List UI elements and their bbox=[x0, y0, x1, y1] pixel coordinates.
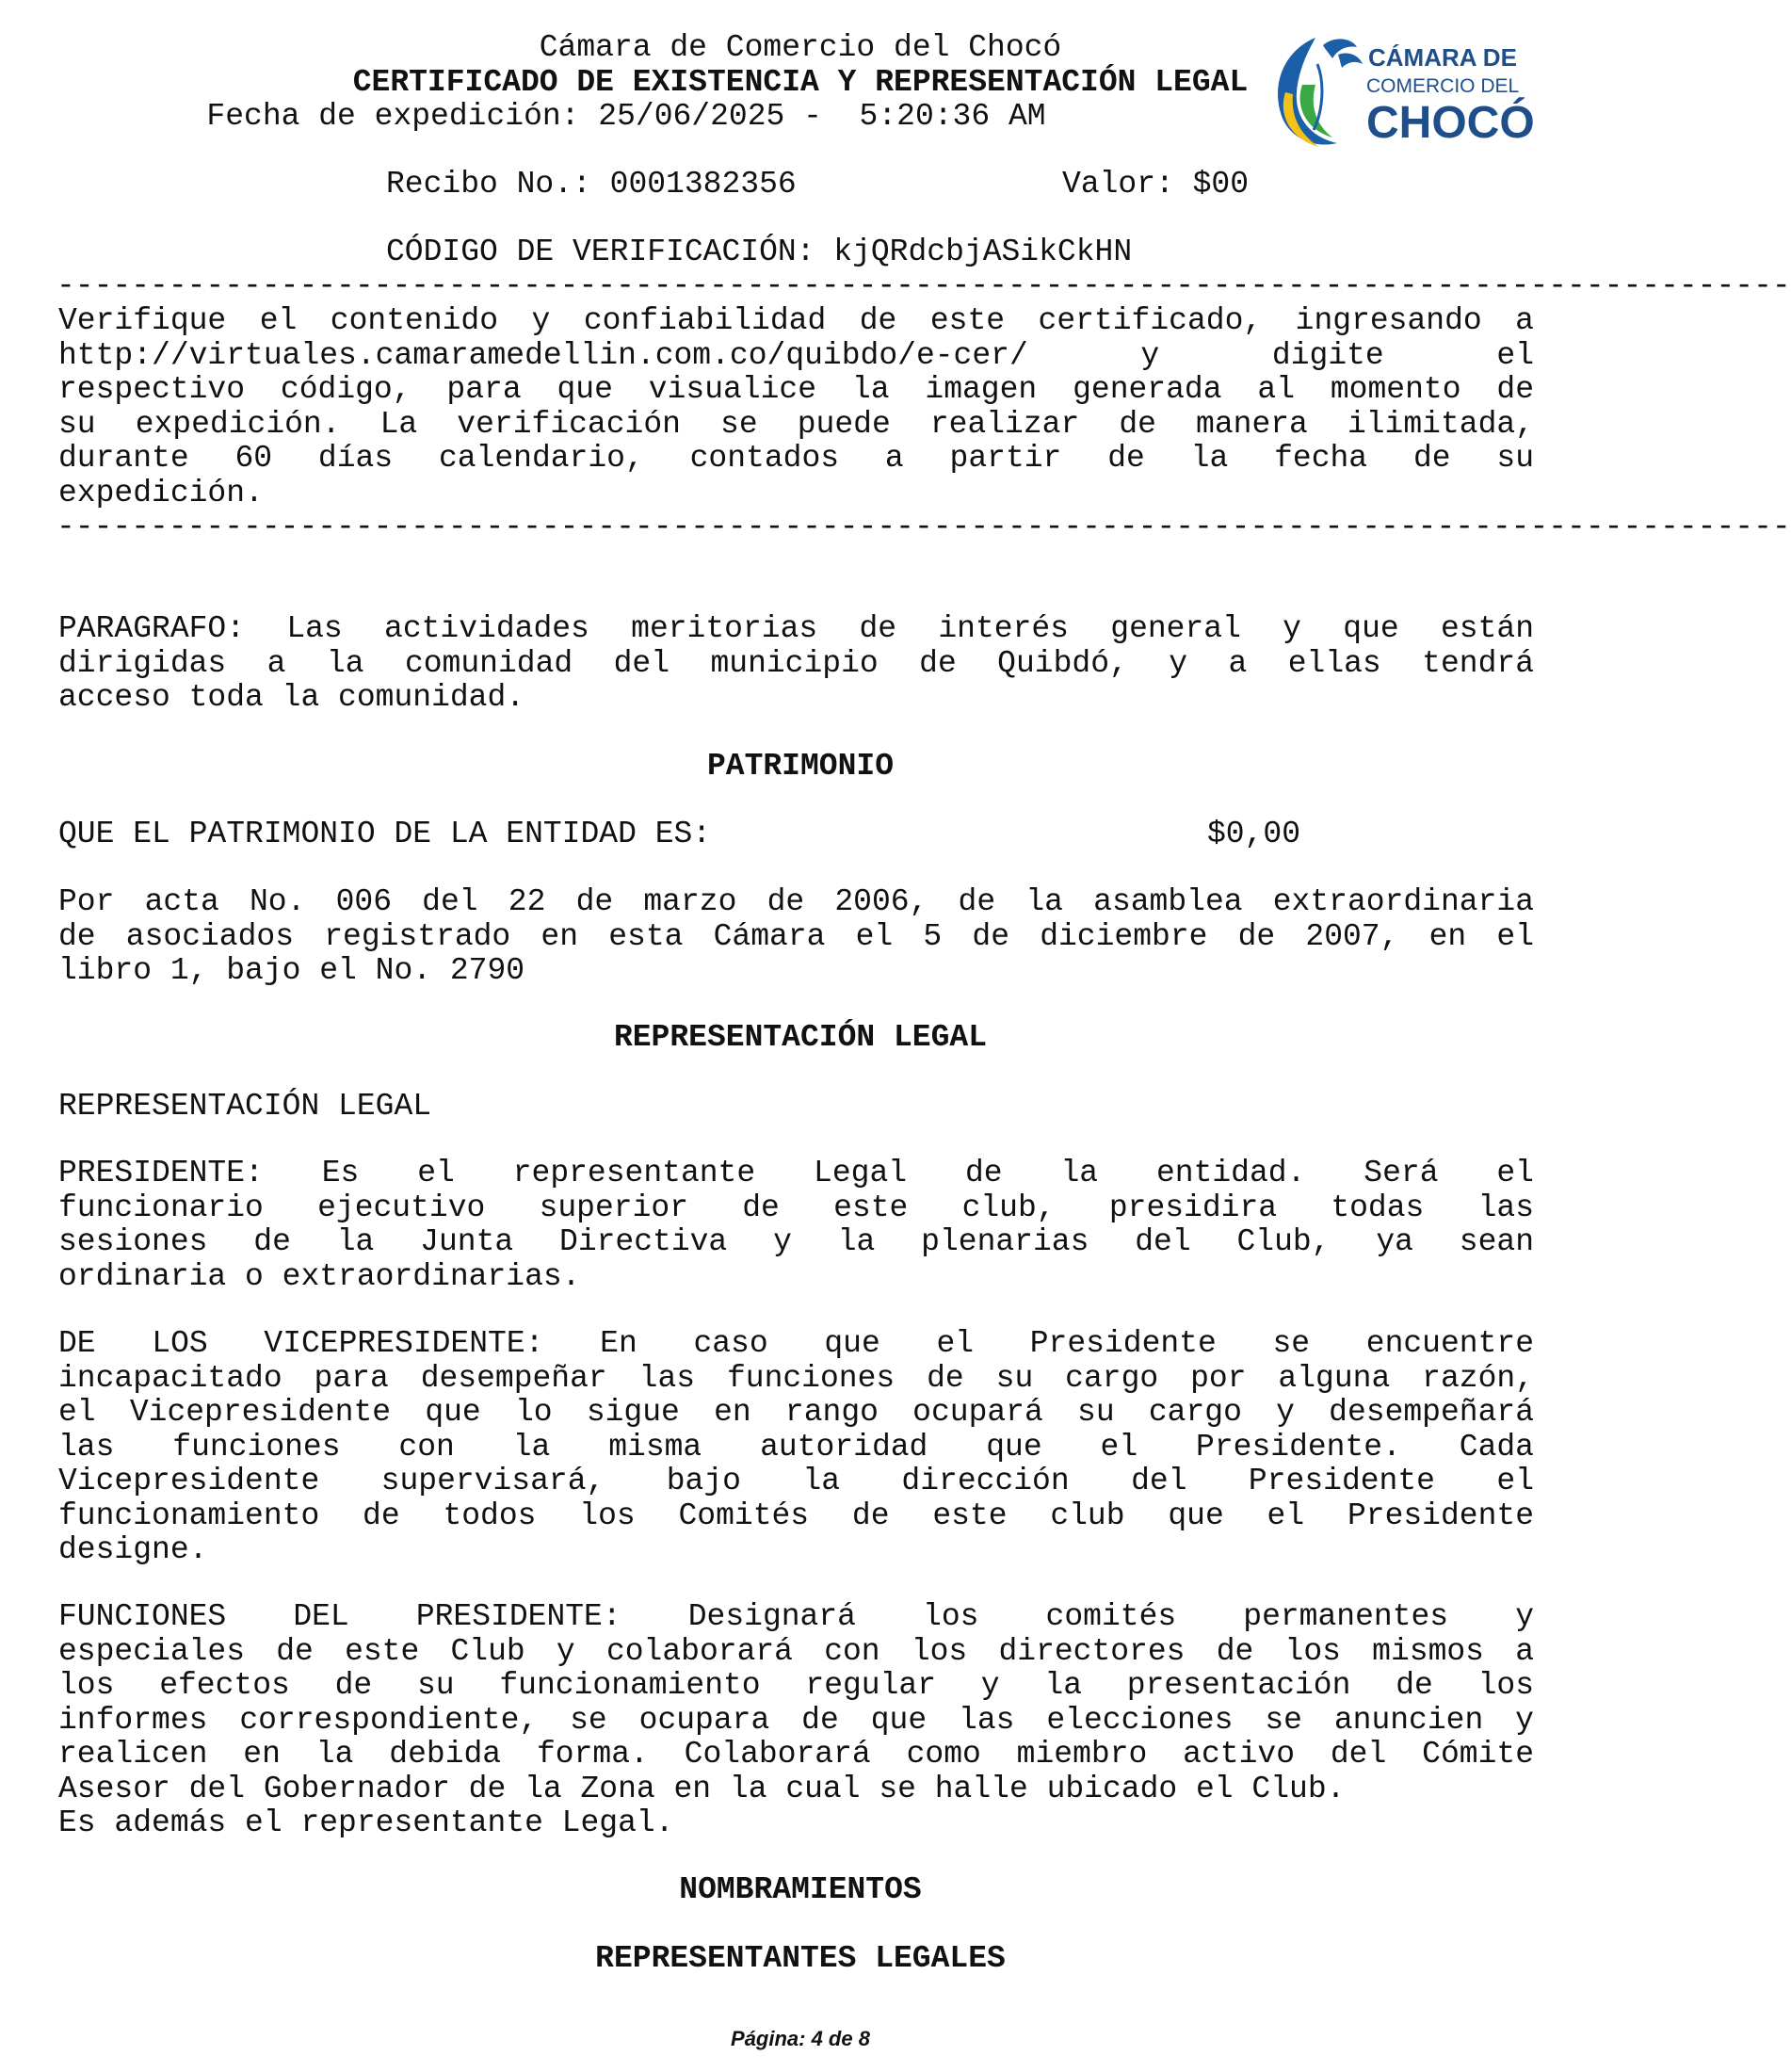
logo-line-3: CHOCÓ bbox=[1366, 98, 1535, 148]
verification-line: Verifique el contenido y confiabilidad de este certificado, ingresando a bbox=[58, 303, 1534, 338]
vicepresidente-line: designe. bbox=[58, 1532, 208, 1567]
presidente-line: ordinaria o extraordinarias. bbox=[58, 1258, 581, 1294]
vicepresidente-line: funcionamiento de todos los Comités de este club que el Presidente bbox=[58, 1497, 1534, 1533]
certificate-title: CERTIFICADO DE EXISTENCIA Y REPRESENTACIÓN LEGAL bbox=[352, 65, 1249, 100]
vicepresidente-paragraph bbox=[58, 1327, 1534, 1568]
paragrafo-line: dirigidas a la comunidad del municipio de Quibdó, y a ellas tendrá bbox=[58, 645, 1534, 681]
verification-line: http://virtuales.camaramedellin.com.co/quibdo/e-cer/ y digite el bbox=[58, 337, 1534, 373]
page-number: Página: 4 de 8 bbox=[731, 2027, 870, 2050]
funciones-line: realicen en la debida forma. Colaborará como miembro activo del Cómite bbox=[58, 1737, 1534, 1772]
paragrafo-line: acceso toda la comunidad. bbox=[58, 680, 525, 715]
funciones-line: Es además el representante Legal. bbox=[58, 1805, 674, 1840]
acta-line: libro 1, bajo el No. 2790 bbox=[58, 953, 525, 988]
acta-line: Por acta No. 006 del 22 de marzo de 2006, de la asamblea extraordinaria bbox=[58, 884, 1534, 919]
verification-notice bbox=[58, 304, 1534, 510]
presidente-line: PRESIDENTE: Es el representante Legal de la entidad. Será el bbox=[58, 1156, 1534, 1190]
vicepresidente-line: las funciones con la misma autoridad que el Presidente. Cada bbox=[58, 1429, 1534, 1465]
verification-code: CÓDIGO DE VERIFICACIÓN: kjQRdcbjASikCkHN bbox=[386, 235, 1133, 269]
vicepresidente-line: DE LOS VICEPRESIDENTE: En caso que el Presidente se encuentre bbox=[58, 1326, 1534, 1361]
patrimonio-label: QUE EL PATRIMONIO DE LA ENTIDAD ES: bbox=[58, 817, 712, 851]
verification-line: expedición. bbox=[58, 475, 264, 510]
patrimonio-amount: $0,00 bbox=[1207, 817, 1301, 851]
presidente-paragraph bbox=[58, 1157, 1534, 1294]
funciones-line: informes correspondiente, se ocupara de que las elecciones se anuncien y bbox=[58, 1702, 1534, 1738]
vicepresidente-line: Vicepresidente supervisará, bajo la dirección del Presidente el bbox=[58, 1464, 1534, 1498]
funciones-line: FUNCIONES DEL PRESIDENTE: Designará los comités permanentes y bbox=[58, 1599, 1534, 1634]
verification-line: respectivo código, para que visualice la imagen generada al momento de bbox=[58, 372, 1534, 407]
funciones-line: los efectos de su funcionamiento regular y la presentación de los bbox=[58, 1668, 1534, 1703]
funciones-line: especiales de este Club y colaborará con los directores de los mismos a bbox=[58, 1633, 1534, 1669]
verification-line: durante 60 días calendario, contados a partir de la fecha de su bbox=[58, 441, 1534, 476]
paragrafo-section bbox=[58, 612, 1534, 716]
logo-emblem-icon bbox=[1257, 26, 1540, 154]
receipt-value: Valor: $00 bbox=[1062, 167, 1250, 202]
representacion-heading: REPRESENTACIÓN LEGAL bbox=[613, 1020, 988, 1055]
representantes-legales-heading: REPRESENTANTES LEGALES bbox=[595, 1941, 1006, 1976]
paragrafo-line: PARAGRAFO: Las actividades meritorias de interés general y que están bbox=[58, 611, 1534, 646]
representacion-subtitle: REPRESENTACIÓN LEGAL bbox=[58, 1089, 432, 1124]
logo-line-1: CÁMARA DE bbox=[1368, 43, 1517, 72]
issue-date: Fecha de expedición: 25/06/2025 - 5:20:36 AM bbox=[206, 99, 1046, 134]
receipt-number: Recibo No.: 0001382356 bbox=[386, 167, 797, 202]
presidente-line: funcionario ejecutivo superior de este club, presidira todas las bbox=[58, 1190, 1534, 1225]
acta-line: de asociados registrado en esta Cámara el 5 de diciembre de 2007, en el bbox=[58, 918, 1534, 954]
verification-line: su expedición. La verificación se puede realizar de manera ilimitada, bbox=[58, 406, 1534, 442]
funciones-line: Asesor del Gobernador de la Zona en la cual se halle ubicado el Club. bbox=[58, 1771, 1346, 1806]
vicepresidente-line: incapacitado para desempeñar las funciones de su cargo por alguna razón, bbox=[58, 1360, 1534, 1396]
patrimonio-heading: PATRIMONIO bbox=[706, 749, 895, 784]
camara-comercio-choco-logo bbox=[1257, 26, 1540, 154]
separator-bottom: --------------------------------------------------------------------------------------------- bbox=[56, 510, 1791, 544]
presidente-line: sesiones de la Junta Directiva y la plenarias del Club, ya sean bbox=[58, 1224, 1534, 1259]
funciones-paragraph bbox=[58, 1600, 1534, 1841]
vicepresidente-line: el Vicepresidente que lo sigue en rango ocupará su cargo y desempeñará bbox=[58, 1395, 1534, 1430]
patrimonio-acta bbox=[58, 885, 1534, 989]
logo-line-2: COMERCIO DEL bbox=[1366, 75, 1520, 97]
nombramientos-heading: NOMBRAMIENTOS bbox=[679, 1872, 922, 1907]
separator-top: --------------------------------------------------------------------------------------------- bbox=[56, 268, 1791, 303]
chamber-name: Cámara de Comercio del Chocó bbox=[539, 30, 1062, 65]
